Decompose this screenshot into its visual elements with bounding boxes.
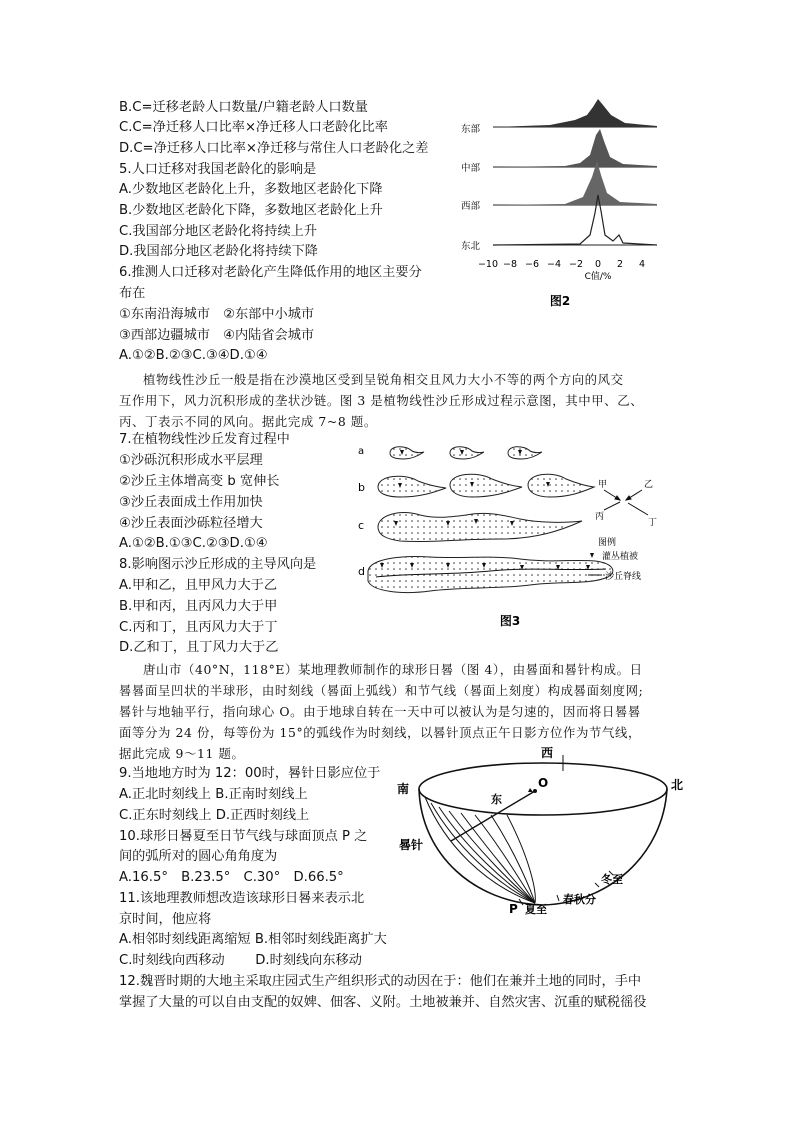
ridgeline-central	[493, 129, 657, 167]
option-line: A.正北时刻线上 B.正南时刻线上	[119, 787, 308, 802]
label-equinox: 春秋分	[563, 893, 596, 906]
option-line: D.我国部分地区老龄化将持续下降	[119, 244, 318, 259]
figure-4-sundial	[395, 745, 685, 920]
passage-line: 互作用下，风力沉积形成的垄状沙链。图 3 是植物线性沙丘形成过程示意图，其中甲、乙、	[119, 393, 644, 408]
label-p: P	[509, 902, 518, 916]
x-tick-label: −6	[524, 259, 540, 270]
option-line: A.甲和乙，且甲风力大于乙	[119, 578, 278, 593]
wind-label-jia: 甲	[598, 480, 608, 490]
option-line: B.甲和丙，且丙风力大于甲	[119, 599, 278, 614]
region-label-northeast: 东北	[461, 241, 481, 252]
x-axis-label: C值/%	[584, 272, 612, 282]
passage-line: 晷针与地轴平行，指向球心 O。由于地球自转在一天中可以被认为是匀速的，因而将日晷晷	[119, 704, 641, 719]
option-line: ①东南沿海城市 ②东部中小城市	[119, 307, 315, 322]
stage-label-d: d	[358, 565, 365, 578]
question-stem: 掌握了大量的可以自由支配的奴婢、佃客、义附。土地被兼并、自然灾害、沉重的赋税徭役	[119, 995, 647, 1010]
passage-line: 唐山市（40°N，118°E）某地理教师制作的球形日晷（图 4），由晷面和晷针构成。日	[143, 662, 643, 677]
passage-line: 植物线性沙丘一般是指在沙漠地区受到呈锐角相交且风力大小不等的两个方向的风交	[143, 372, 624, 387]
region-label-east: 东部	[461, 124, 481, 135]
x-tick-label: −10	[477, 259, 499, 270]
question-stem: 布在	[119, 286, 146, 301]
option-line: C.时刻线向西移动 D.时刻线向东移动	[119, 953, 362, 968]
passage-dune-cont	[119, 390, 643, 432]
label-gnomon: 晷针	[399, 838, 424, 852]
option-line: D.乙和丁，且丁风力大于乙	[119, 640, 279, 655]
label-west: 西	[541, 746, 554, 760]
wind-label-ding: 丁	[648, 518, 658, 528]
question-stem: 9.当地地方时为 12：00时，晷针日影应位于	[119, 766, 381, 781]
option-line: C.正东时刻线上 D.正西时刻线上	[119, 808, 310, 823]
x-tick-label: 4	[638, 259, 646, 270]
gnomon-arrow	[528, 788, 533, 792]
passage-sundial	[143, 659, 643, 680]
figure-caption: 图3	[499, 614, 521, 628]
label-o: O	[538, 776, 549, 790]
legend-item-shrub: 灌丛植被	[602, 552, 639, 562]
question-stem: 5.人口迁移对我国老龄化的影响是	[119, 162, 317, 177]
stage-label-b: b	[358, 481, 365, 494]
figure-3	[350, 435, 670, 635]
option-line: A.①②B.①③C.②③D.①④	[119, 536, 268, 551]
shrub-vegetation-icons	[380, 450, 590, 570]
question-stem: 10.球形日晷夏至日节气线与球面顶点 P 之	[119, 829, 368, 844]
option-line: A.相邻时刻线距离缩短 B.相邻时刻线距离扩大	[119, 932, 387, 947]
stage-label-a: a	[358, 446, 365, 457]
center-point-o	[533, 789, 537, 793]
wind-direction-diagram	[604, 490, 648, 515]
legend-item-ridge: 沙丘脊线	[605, 572, 642, 582]
option-line: D.C=净迁移人口比率×净迁移与常住人口老龄化之差	[119, 141, 429, 156]
figure-2	[455, 95, 670, 320]
option-line: C.C=净迁移人口比率×净迁移人口老龄化比率	[119, 120, 388, 135]
question-stem: 12.魏晋时期的大地主采取庄园式生产组织形式的动因在于：他们在兼并土地的同时，手中	[119, 974, 642, 989]
passage-dune	[143, 369, 624, 390]
question-stem: 11.该地理教师想改造该球形日晷来表示北	[119, 891, 365, 906]
x-tick-label: 2	[616, 259, 624, 270]
label-south: 南	[397, 782, 410, 796]
sundial-bowl	[419, 789, 667, 905]
question-stem: 间的弧所对的圆心角角度为	[119, 849, 278, 864]
option-line: B.C=迁移老龄人口数量/户籍老龄人口数量	[119, 100, 368, 115]
x-tick-label: 0	[594, 259, 602, 270]
x-tick-label: −2	[568, 259, 584, 270]
option-line: C.我国部分地区老龄化将持续上升	[119, 224, 318, 239]
ridgeline-east	[493, 99, 657, 127]
ridgeline-west	[493, 161, 657, 205]
x-tick-label: −4	[546, 259, 562, 270]
question-stem: 7.在植物线性沙丘发育过程中	[119, 432, 290, 447]
stage-label-c: c	[358, 519, 365, 532]
passage-line: 晷晷面呈凹状的半球形，由时刻线（晷面上弧线）和节气线（晷面上刻度）构成晷面刻度网;	[119, 683, 644, 698]
option-line: ②沙丘主体增高变 b 宽伸长	[119, 474, 280, 489]
option-line: A.①②B.②③C.③④D.①④	[119, 348, 268, 363]
x-tick-label: −8	[502, 259, 518, 270]
question-stem: 8.影响图示沙丘形成的主导风向是	[119, 557, 317, 572]
question-stem: 6.推测人口迁移对老龄化产生降低作用的地区主要分	[119, 265, 422, 280]
label-north: 北	[671, 778, 684, 792]
region-label-central: 中部	[461, 163, 481, 174]
x-axis-ticks	[478, 259, 645, 270]
stage-b-dunes	[378, 474, 594, 497]
stage-c-dunes	[378, 513, 582, 542]
option-line: B.少数地区老龄化下降，多数地区老龄化上升	[119, 203, 383, 218]
label-winter-solstice: 冬至	[601, 873, 623, 886]
figure-caption: 图2	[549, 294, 571, 308]
question-stem: 京时间，他应将	[119, 912, 212, 927]
legend-title: 图例	[598, 538, 617, 548]
option-line: A.16.5° B.23.5° C.30° D.66.5°	[119, 870, 344, 885]
passage-line: 面等分为 24 份，每等份为 15°的弧线作为时刻线，以晷针顶点正午日影方位作为节气线，	[119, 725, 642, 740]
option-line: ③西部边疆城市 ④内陆省会城市	[119, 328, 315, 343]
region-label-west: 西部	[461, 201, 481, 212]
option-line: ①沙砾沉积形成水平层理	[119, 453, 263, 468]
label-summer-solstice: 夏至	[525, 903, 547, 916]
wind-label-yi: 乙	[644, 480, 654, 490]
option-line: C.丙和丁，且丙风力大于丁	[119, 620, 278, 635]
passage-line: 丙、丁表示不同的风向。据此完成 7~8 题。	[119, 414, 377, 429]
option-line: ④沙丘表面沙砾粒径增大	[119, 516, 263, 531]
label-east: 东	[491, 793, 502, 806]
hour-lines	[425, 797, 535, 903]
wind-label-bing: 丙	[595, 512, 605, 522]
option-line: ③沙丘表面成土作用加快	[119, 495, 263, 510]
passage-line: 据此完成 9～11 题。	[119, 746, 245, 761]
shrub-legend-icon	[590, 553, 594, 558]
option-line: A.少数地区老龄化上升，多数地区老龄化下降	[119, 182, 383, 197]
